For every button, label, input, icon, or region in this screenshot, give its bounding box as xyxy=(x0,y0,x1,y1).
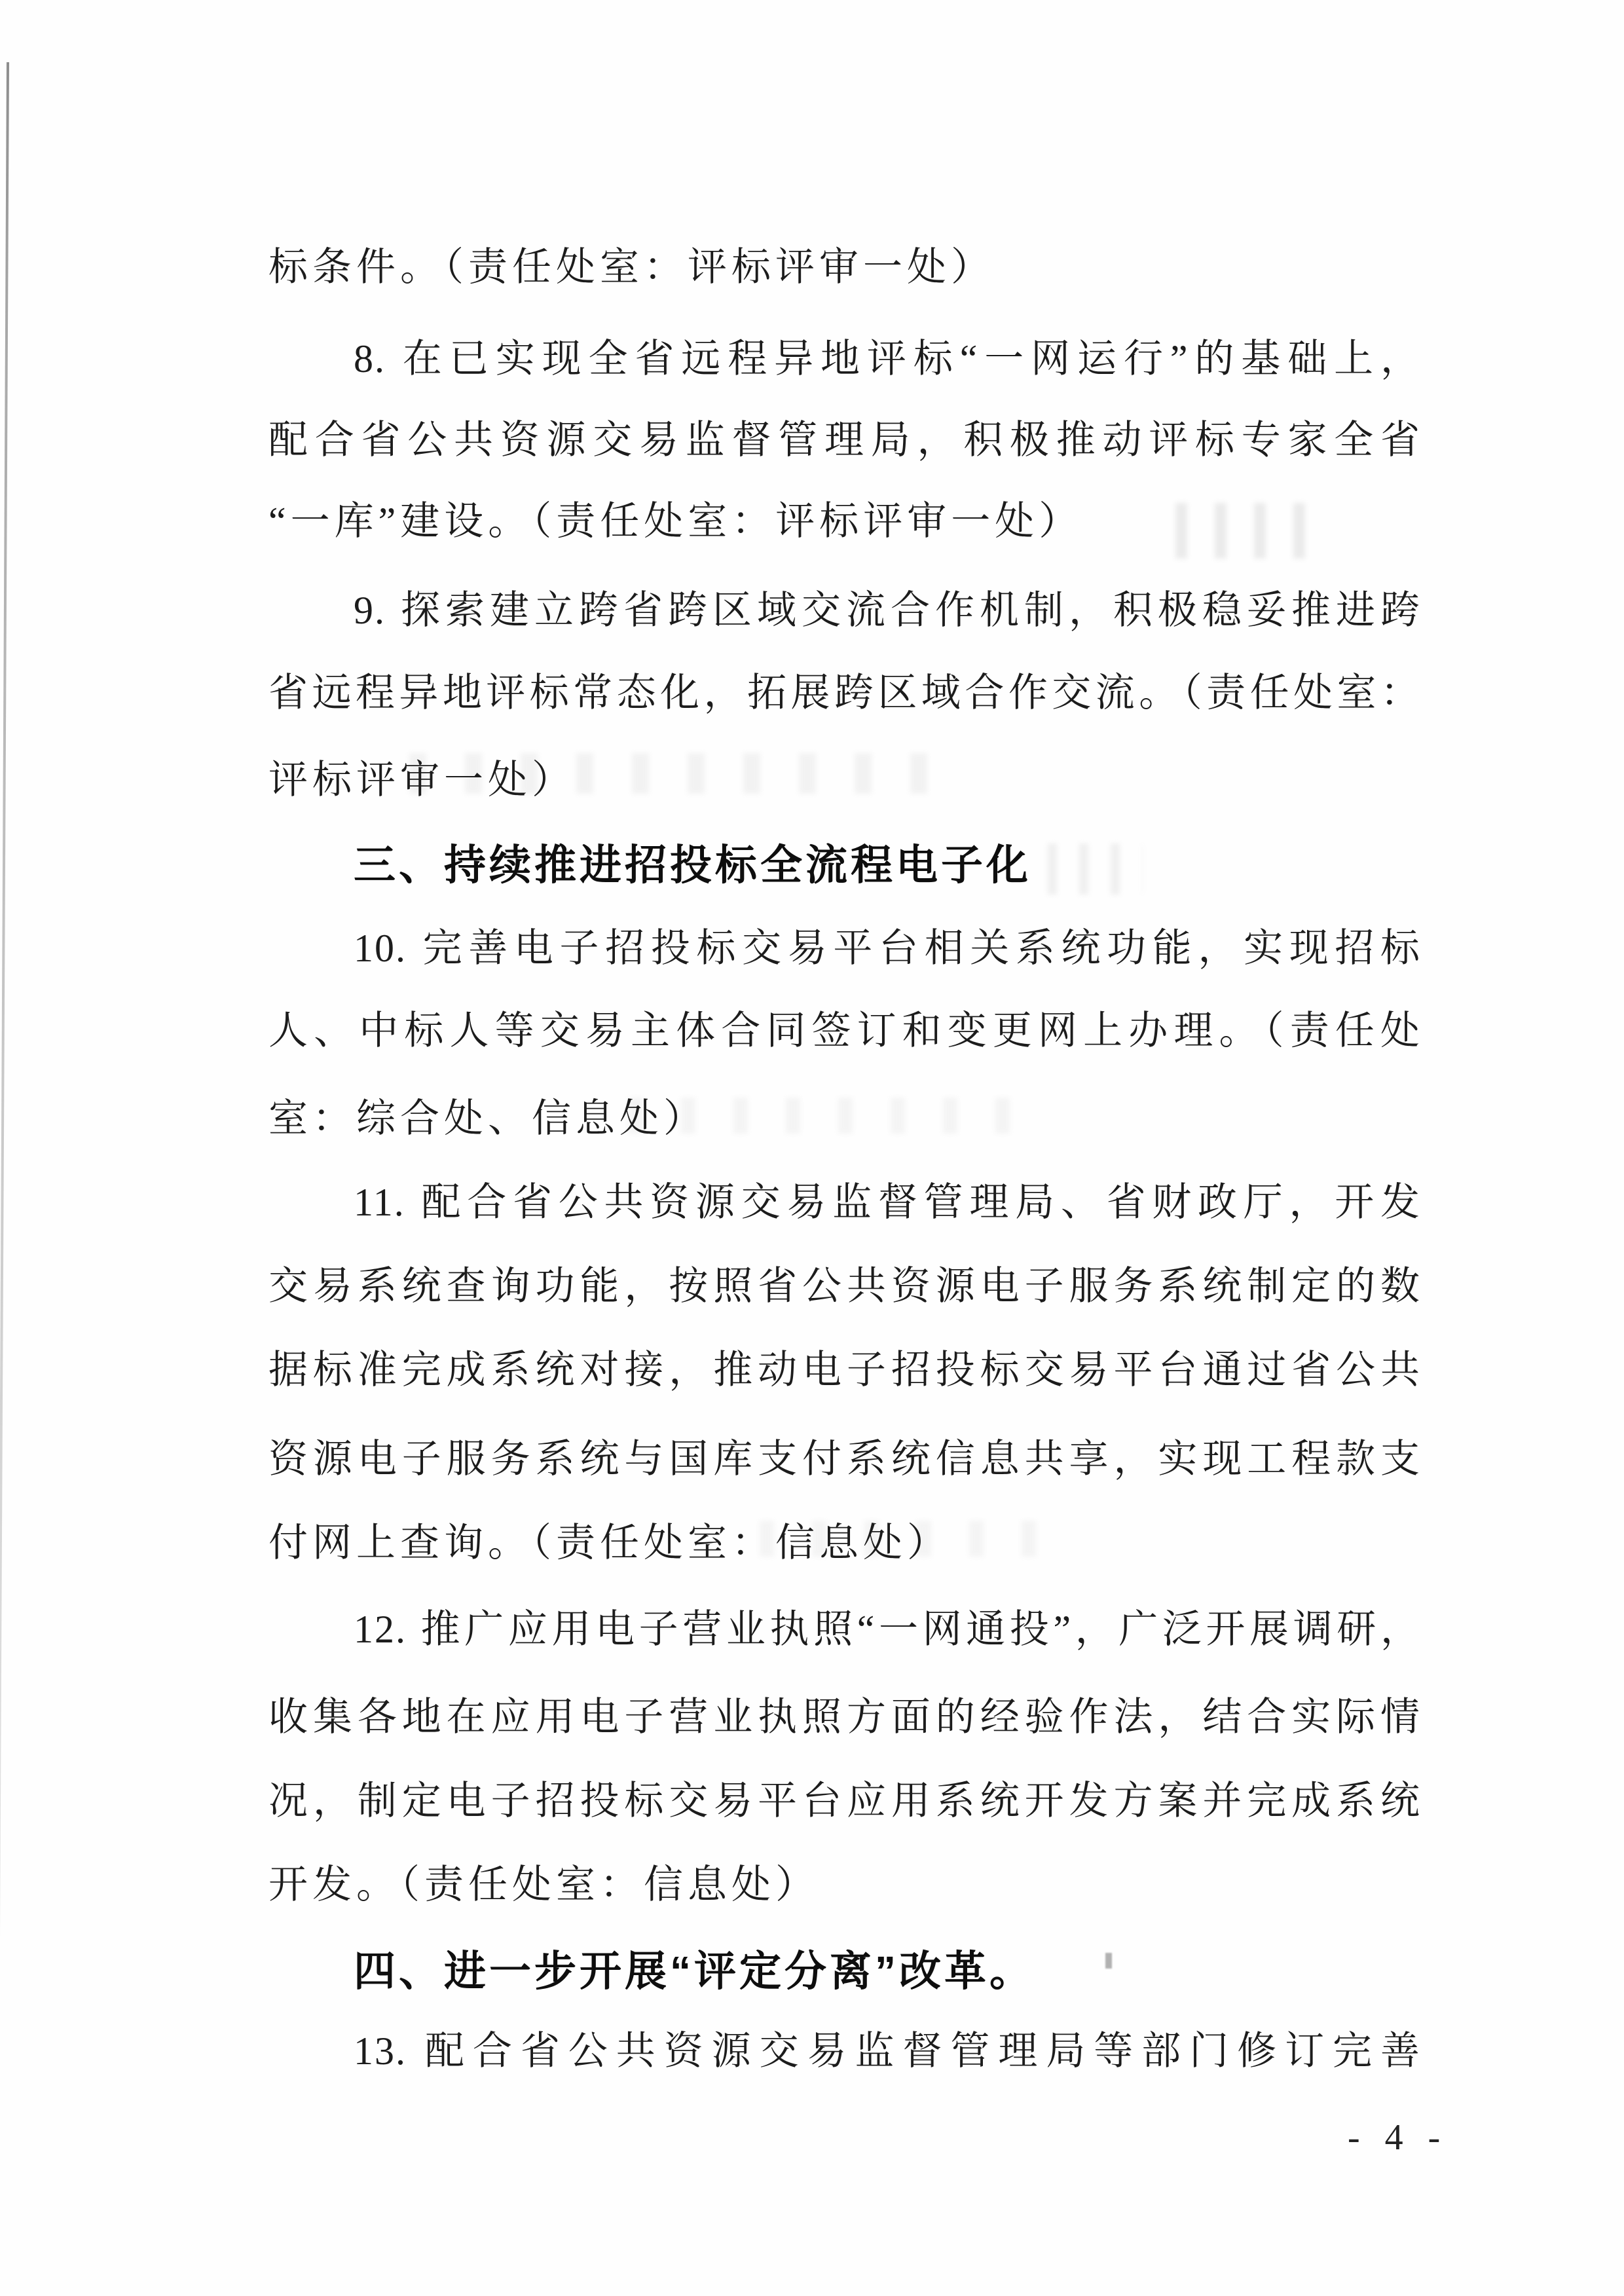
text-line: 人、中标人等交易主体合同签订和变更网上办理。（责任处 xyxy=(268,1009,1421,1052)
section-heading: 四、进一步开展“评定分离”改革。 xyxy=(354,1948,1035,1995)
text-line: 开发。（责任处室：信息处） xyxy=(268,1863,819,1906)
text-line: 配合省公共资源交易监督管理局，积极推动评标专家全省 xyxy=(268,418,1421,462)
text-line: 省远程异地评标常态化，拓展跨区域合作交流。（责任处室： xyxy=(268,671,1421,714)
page-number: - 4 - xyxy=(1348,2117,1449,2158)
text-line: 评标评审一处） xyxy=(268,758,576,802)
text-line: 8. 在已实现全省远程异地评标“一网运行”的基础上， xyxy=(354,337,1421,380)
text-line: 11. 配合省公共资源交易监督管理局、省财政厅，开发 xyxy=(354,1181,1421,1224)
text-line: 标条件。（责任处室：评标评审一处） xyxy=(268,246,995,289)
text-line: “一库”建设。（责任处室：评标评审一处） xyxy=(268,500,1083,543)
scan-edge-line xyxy=(0,62,9,2263)
text-line: 资源电子服务系统与国库支付系统信息共享，实现工程款支 xyxy=(268,1437,1421,1481)
text-line: 况，制定电子招投标交易平台应用系统开发方案并完成系统 xyxy=(268,1779,1421,1823)
text-line: 收集各地在应用电子营业执照方面的经验作法，结合实际情 xyxy=(268,1695,1421,1739)
text-line: 9. 探索建立跨省跨区域交流合作机制，积极稳妥推进跨 xyxy=(354,589,1421,632)
text-line: 12. 推广应用电子营业执照“一网通投”，广泛开展调研， xyxy=(354,1608,1421,1651)
text-line: 13. 配合省公共资源交易监督管理局等部门修订完善 xyxy=(354,2029,1421,2073)
text-line: 据标准完成系统对接，推动电子招投标交易平台通过省公共 xyxy=(268,1348,1421,1392)
text-line: 交易系统查询功能，按照省公共资源电子服务系统制定的数 xyxy=(268,1265,1421,1308)
text-line: 室：综合处、信息处） xyxy=(268,1097,707,1140)
text-line: 10. 完善电子招投标交易平台相关系统功能，实现招标 xyxy=(354,927,1421,970)
section-heading: 三、持续推进招投标全流程电子化 xyxy=(354,842,1031,889)
text-line: 付网上查询。（责任处室：信息处） xyxy=(268,1521,951,1565)
